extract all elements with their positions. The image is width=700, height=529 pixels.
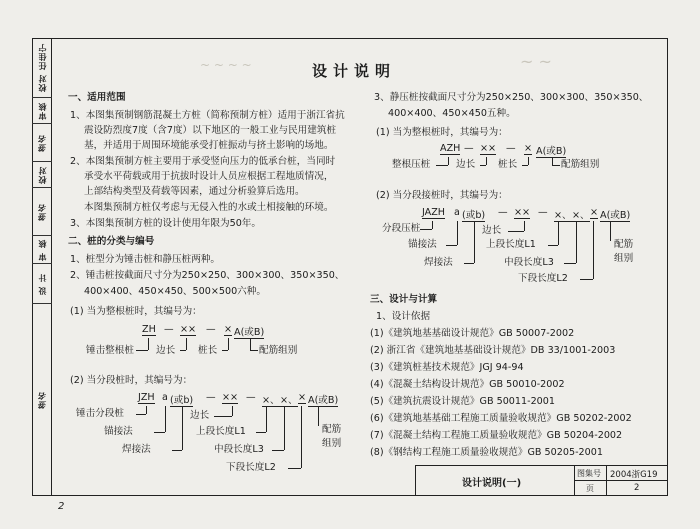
signature-mark: 签名 xyxy=(37,391,47,409)
paragraph-line: 2、锤击桩按截面尺寸分为250×250、300×300、350×350、 xyxy=(70,270,345,281)
sheet-title: 设计说明(一) xyxy=(462,478,522,489)
leader-line xyxy=(288,468,301,469)
code-segment: A(或B) xyxy=(234,324,264,339)
leader-line xyxy=(214,416,232,417)
code-label: 配筋 xyxy=(322,424,342,435)
code-segment: ×、 xyxy=(554,207,572,222)
signature-sidebar xyxy=(32,38,52,496)
leader-line xyxy=(256,432,266,433)
reference-item: (5)《建筑抗震设计规范》GB 50011-2001 xyxy=(370,396,555,407)
sidebar-cell-text: 审 核 xyxy=(37,238,47,261)
code-segment: a xyxy=(162,392,168,403)
code-segment: ×× xyxy=(480,143,497,154)
leader-line xyxy=(436,165,448,166)
code-segment: JAZH xyxy=(422,207,446,218)
code-label: 边长 xyxy=(482,225,502,236)
code-separator: — xyxy=(498,207,508,218)
leader-line xyxy=(420,229,432,230)
paragraph-line: 1、本图集预制钢筋混凝土方桩（简称预制方桩）适用于浙江省抗 xyxy=(70,110,345,121)
leader-line xyxy=(576,221,577,263)
code-label: 桩长 xyxy=(498,159,518,170)
paragraph-line: (2) 当分段接桩时，其编号为： xyxy=(376,190,508,201)
sidebar-cell xyxy=(32,188,52,236)
paragraph-line: (1) 当为整根桩时，其编号为： xyxy=(70,306,202,317)
code-separator: — xyxy=(538,207,548,218)
code-label: 桩长 xyxy=(198,345,218,356)
leader-line xyxy=(593,221,594,279)
leader-line xyxy=(564,263,576,264)
leader-line xyxy=(228,338,229,350)
reference-item: (4)《混凝土结构设计规范》GB 50010-2002 xyxy=(370,379,565,390)
section-heading: 二、桩的分类与编号 xyxy=(68,236,155,247)
atlas-number-label: 图集号 xyxy=(577,469,601,478)
code-label: 组别 xyxy=(614,253,634,264)
leader-line xyxy=(146,406,147,414)
paragraph-line: 本图集预制方桩仅考虑与无侵入性的水或土相接触的环境。 xyxy=(84,202,334,213)
page-title: 设计说明 xyxy=(312,62,397,80)
code-segment: a xyxy=(454,207,460,218)
page-label: 页 xyxy=(586,484,594,493)
sidebar-cell xyxy=(32,304,52,496)
sidebar-cell-text: 校对 xyxy=(37,165,47,184)
leader-line xyxy=(552,165,560,166)
code-segment: ×× xyxy=(180,324,197,335)
sidebar-cell xyxy=(32,124,52,162)
sidebar-cell xyxy=(32,162,52,188)
code-label: 下段长度L2 xyxy=(518,273,568,284)
code-label: 分段压桩 xyxy=(382,223,421,234)
code-label: 中段长度L3 xyxy=(504,257,554,268)
code-segment: × xyxy=(590,207,599,218)
leader-line xyxy=(232,406,233,416)
code-segment: ×、 xyxy=(572,207,590,222)
code-separator: — xyxy=(206,324,216,335)
section-heading: 三、设计与计算 xyxy=(370,294,438,305)
code-label: 焊接法 xyxy=(122,444,151,455)
leader-line xyxy=(266,406,267,432)
leader-line xyxy=(250,350,258,351)
code-segment: × xyxy=(224,324,233,335)
code-label: 上段长度L1 xyxy=(196,426,246,437)
code-segment: ×、 xyxy=(280,392,298,407)
leader-line xyxy=(446,245,457,246)
sidebar-cell xyxy=(32,38,52,98)
paragraph-line: 400×400、450×450、500×500六种。 xyxy=(84,286,266,297)
sheet-page-number: 2 xyxy=(634,483,640,493)
leader-line xyxy=(432,221,433,229)
code-segment: A(或B) xyxy=(600,207,630,222)
code-label: 焊接法 xyxy=(424,257,453,268)
sidebar-cell xyxy=(32,98,52,124)
paragraph-line: 1、桩型分为锤击桩和静压桩两种。 xyxy=(70,254,221,265)
paragraph-line: (2) 当分段桩时，其编号为： xyxy=(70,375,193,386)
leader-line xyxy=(464,263,474,264)
reference-item: (1)《建筑地基基础设计规范》GB 50007-2002 xyxy=(370,328,575,339)
sidebar-cell-text: 校对 任佳宁 xyxy=(37,43,47,92)
leader-line xyxy=(272,450,284,451)
leader-line xyxy=(154,432,165,433)
sidebar-cell-text: 审核 xyxy=(37,101,47,120)
reference-item: (8)《钢结构工程施工质量验收规范》GB 50205-2001 xyxy=(370,447,603,458)
paragraph-line: (1) 当为整根桩时，其编号为： xyxy=(376,127,508,138)
paragraph-line: 3、本图集预制方桩的设计使用年限为50年。 xyxy=(70,218,261,229)
code-label: 锤击分段桩 xyxy=(76,408,124,419)
code-separator: — xyxy=(464,143,474,154)
code-segment: A(或B) xyxy=(308,392,338,407)
code-segment: AZH xyxy=(440,143,461,154)
code-segment: ×× xyxy=(514,207,531,218)
code-label: 边长 xyxy=(190,410,210,421)
leader-line xyxy=(524,221,525,231)
leader-line xyxy=(548,245,558,246)
leader-line xyxy=(480,165,486,166)
leader-line xyxy=(610,221,611,241)
bleed-through-mark: ~ ~ xyxy=(520,52,552,71)
reference-item: (2) 浙江省《建筑地基基础设计规范》DB 33/1001-2003 xyxy=(370,345,616,356)
page-number: 2 xyxy=(58,501,65,512)
leader-line xyxy=(165,406,166,432)
code-label: 整根压桩 xyxy=(392,159,431,170)
leader-line xyxy=(580,279,593,280)
paragraph-line: 3、静压桩按截面尺寸分为250×250、300×300、350×350、 xyxy=(374,92,649,103)
title-block-divider xyxy=(574,480,667,481)
leader-line xyxy=(172,450,182,451)
sidebar-cell-text: 设 计 xyxy=(37,272,47,295)
leader-line xyxy=(182,406,183,450)
code-label: 下段长度L2 xyxy=(226,462,276,473)
leader-line xyxy=(301,406,302,468)
code-separator: — xyxy=(164,324,174,335)
leader-line xyxy=(180,350,186,351)
leader-line xyxy=(522,165,528,166)
sidebar-cell xyxy=(32,264,52,304)
leader-line xyxy=(250,338,251,350)
code-separator: — xyxy=(206,392,216,403)
leader-line xyxy=(486,157,487,165)
code-segment: ZH xyxy=(142,324,156,335)
signature-mark: 签名 xyxy=(37,202,47,221)
code-segment: JZH xyxy=(138,392,155,403)
bleed-through-mark: ~ ~ ~ ~ xyxy=(200,58,252,72)
section-heading: 一、适用范围 xyxy=(68,92,126,103)
code-segment: ×、 xyxy=(262,392,280,407)
leader-line xyxy=(222,350,228,351)
signature-mark: 签名 xyxy=(37,133,47,152)
leader-line xyxy=(474,221,475,263)
leader-line xyxy=(558,221,559,245)
paragraph-line: 400×400、450×450五种。 xyxy=(388,108,516,119)
code-label: 锤击整根桩 xyxy=(86,345,134,356)
paragraph-line: 上部结构类型及荷载等因素，通过分析验算后选用。 xyxy=(84,186,305,197)
code-separator: — xyxy=(246,392,256,403)
leader-line xyxy=(448,157,449,165)
code-segment: (或b) xyxy=(462,207,485,222)
reference-item: (3)《建筑桩基技术规范》JGJ 94-94 xyxy=(370,362,524,373)
atlas-number: 2004浙G19 xyxy=(610,470,658,480)
code-label: 配筋 xyxy=(614,239,634,250)
leader-line xyxy=(457,221,458,245)
leader-line xyxy=(186,338,187,350)
code-label: 边长 xyxy=(456,159,476,170)
leader-line xyxy=(284,406,285,450)
leader-line xyxy=(136,350,148,351)
title-block xyxy=(415,465,668,496)
code-label: 锚接法 xyxy=(104,426,133,437)
leader-line xyxy=(528,157,529,165)
paragraph-line: 1、设计依据 xyxy=(376,311,431,322)
code-segment: (或b) xyxy=(170,392,193,407)
sidebar-cell xyxy=(32,236,52,264)
reference-item: (7)《混凝土结构工程施工质量验收规范》GB 50204-2002 xyxy=(370,430,623,441)
code-segment: A(或B) xyxy=(536,143,566,158)
code-label: 上段长度L1 xyxy=(486,239,536,250)
leader-line xyxy=(148,338,149,350)
code-segment: ×× xyxy=(222,392,239,403)
leader-line xyxy=(136,414,146,415)
code-label: 边长 xyxy=(156,345,176,356)
paragraph-line: 震设防烈度7度（含7度）以下地区的一般工业与民用建筑桩 xyxy=(84,125,337,136)
leader-line xyxy=(508,231,524,232)
paragraph-line: 2、本图集预制方桩主要用于承受竖向压力的低承台桩，当同时 xyxy=(70,156,336,167)
leader-line xyxy=(552,157,553,165)
code-label: 组别 xyxy=(322,438,342,449)
paragraph-line: 承受水平荷载或用于抗拔时设计人员应根据工程地质情况， xyxy=(84,171,334,182)
code-label: 配筋组别 xyxy=(561,159,600,170)
code-label: 配筋组别 xyxy=(259,345,298,356)
code-label: 中段长度L3 xyxy=(214,444,264,455)
leader-line xyxy=(318,406,319,426)
reference-item: (6)《建筑地基基础工程施工质量验收规范》GB 50202-2002 xyxy=(370,413,632,424)
code-separator: — xyxy=(506,143,516,154)
code-segment: × xyxy=(298,392,307,403)
code-label: 锚接法 xyxy=(408,239,437,250)
paragraph-line: 基，并适用于周围环境能承受打桩振动与挤土影响的场地。 xyxy=(84,140,334,151)
code-segment: × xyxy=(524,143,533,154)
